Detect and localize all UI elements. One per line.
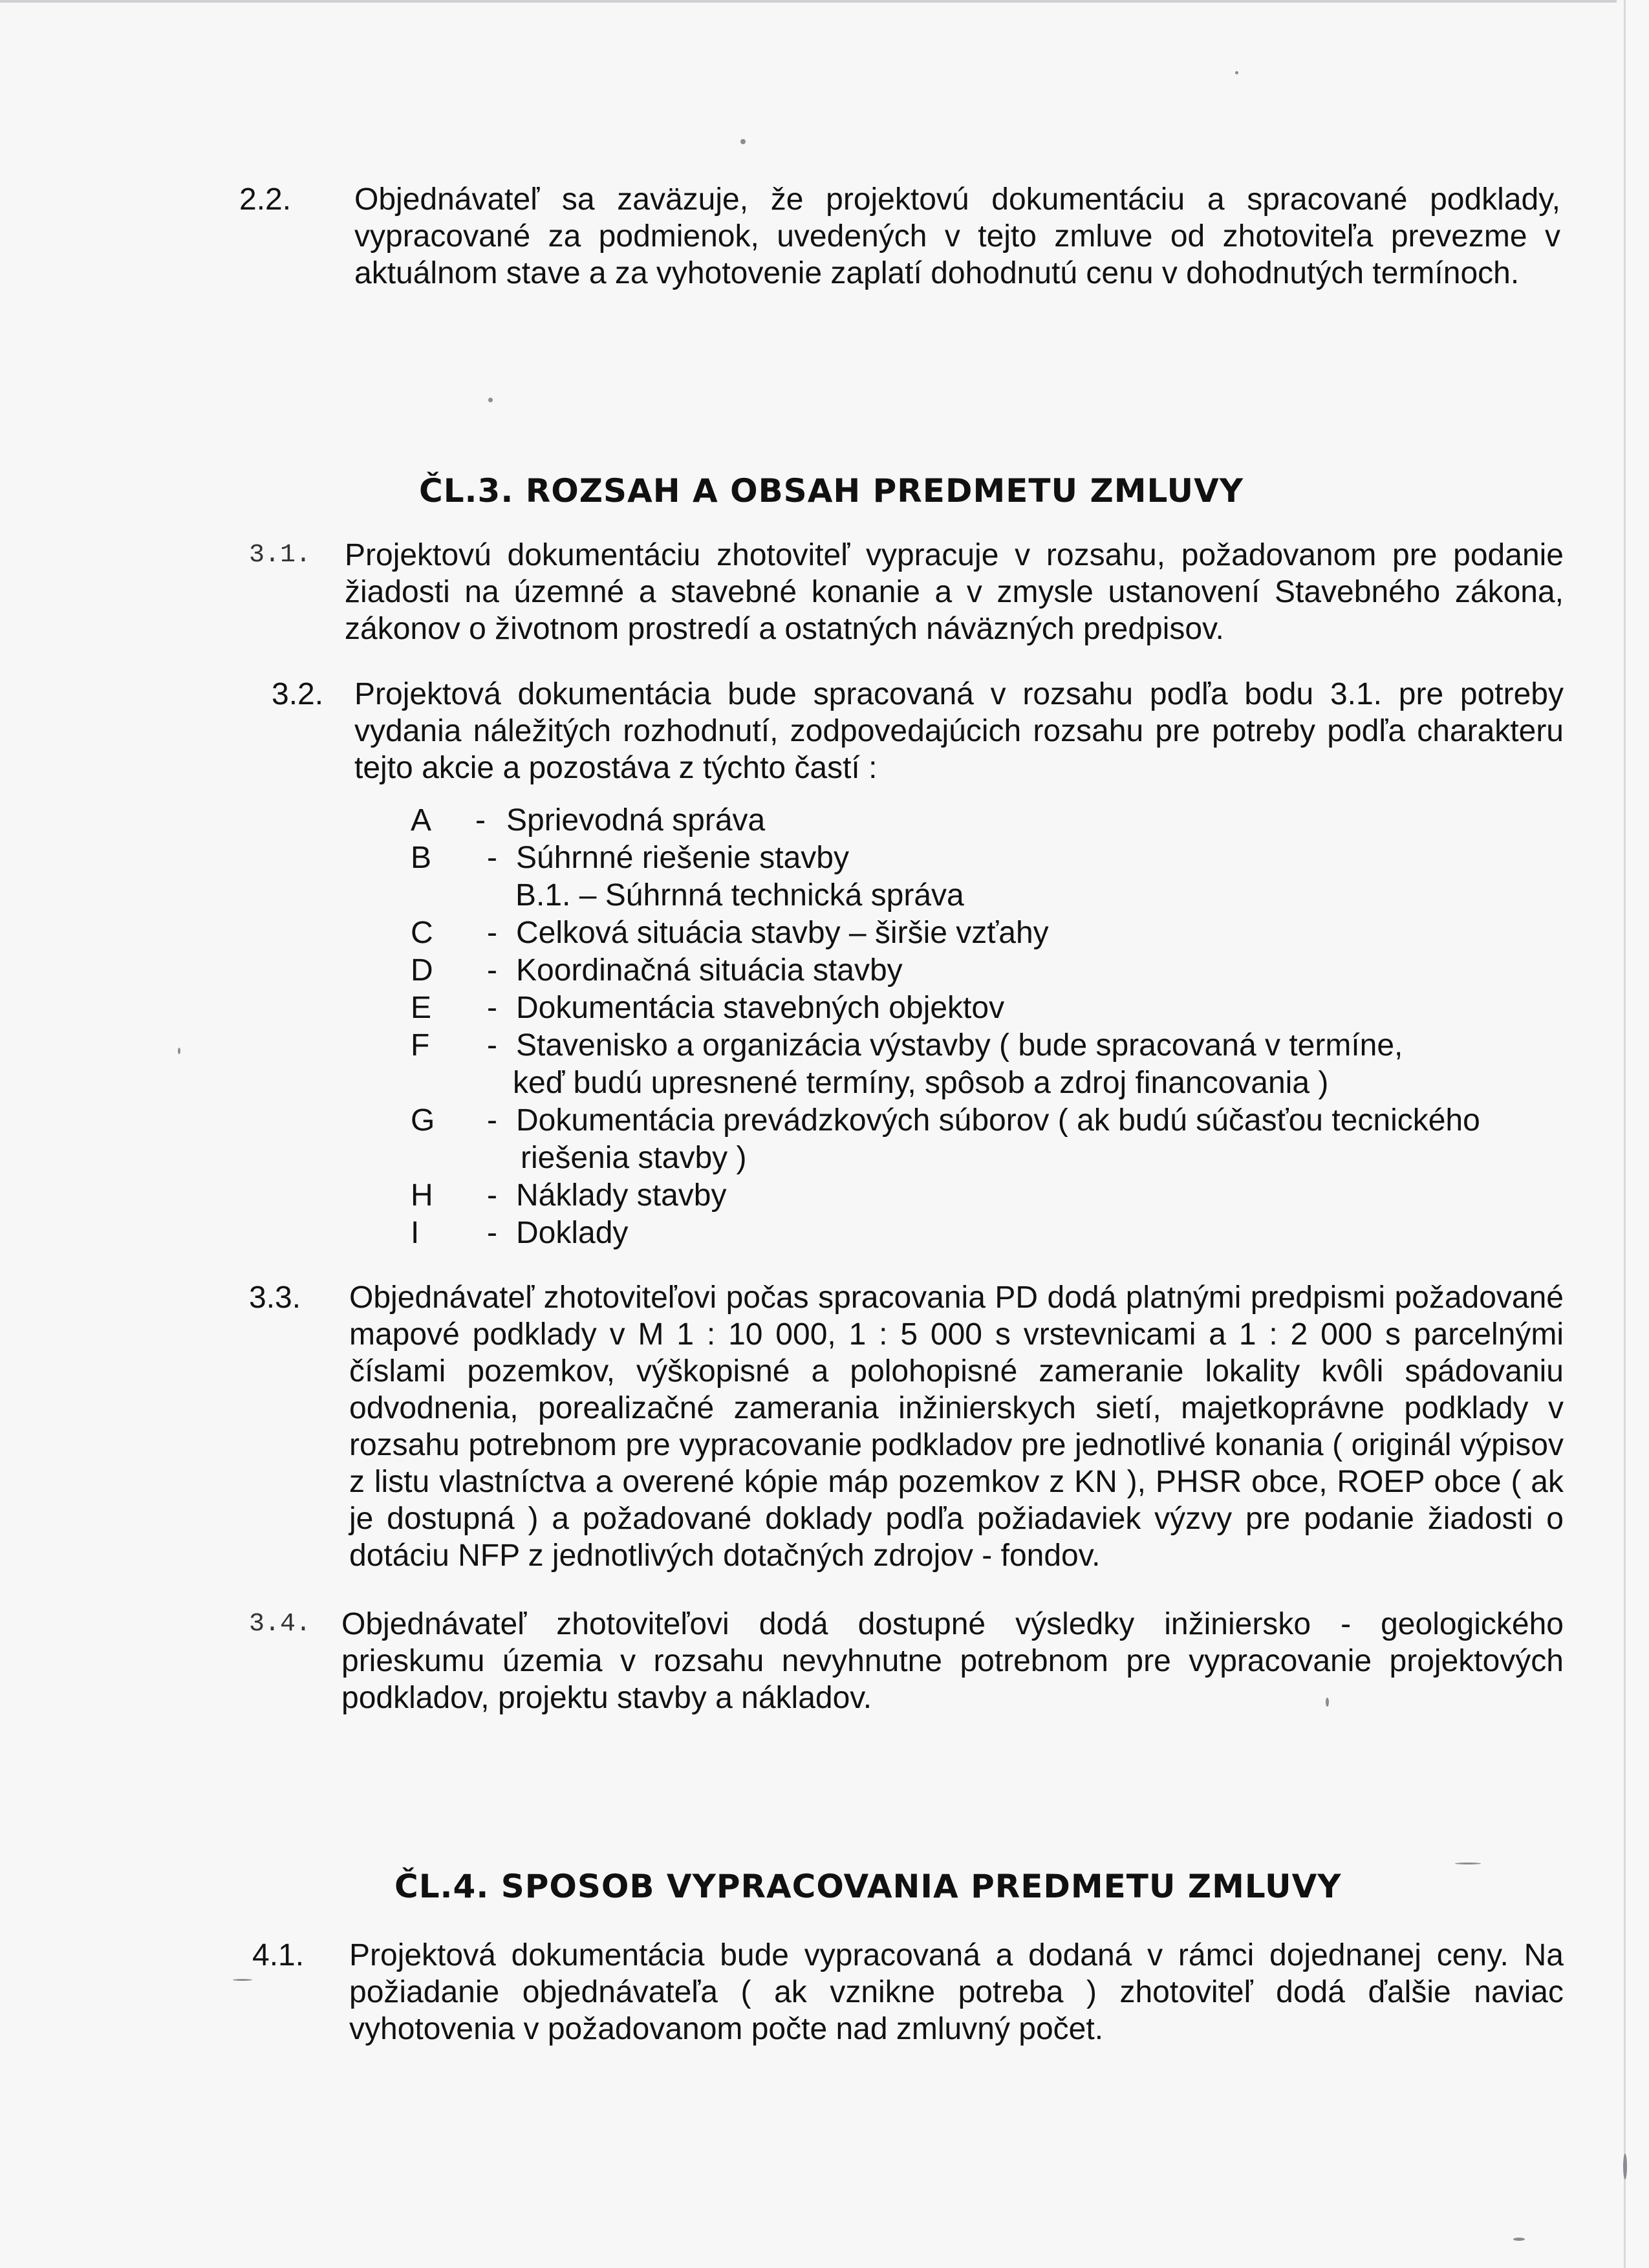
clause-number: 2.2. [239,182,292,217]
scan-speck [233,1979,252,1981]
section-heading-4: ČL.4. SPOSOB VYPRACOVANIA PREDMETU ZMLUVY [394,1868,1342,1905]
clause-text: Projektová dokumentácia bude spracovaná v rozsahu podľa bodu 3.1. pre potreby vydania náležitých rozhodnutí, zodpovedajúcich rozsahu pre potreby podľa charakteru tejto akcie a pozostáva z týchto častí : [354,677,1564,785]
scan-speck [740,139,746,144]
clause-number: 3.2. [272,677,324,711]
clause-3-2 [272,676,1565,792]
scan-speck [1235,71,1238,74]
clause-text: Projektovú dokumentáciu zhotoviteľ vypracuje v rozsahu, požadovanom pre podanie žiadosti na územné a stavebné konanie a v zmysle ustanovení Stavebného zákona, zákonov o životnom prostredí a ostatných náväzných predpisov. [345,538,1564,646]
section-heading-3: ČL.3. ROZSAH A OBSAH PREDMETU ZMLUVY [419,472,1244,510]
clause-number: 3.1. [249,541,312,570]
scan-speck [1326,1698,1329,1707]
scan-speck [178,1048,180,1054]
clause-3-4 [249,1606,1565,1722]
clause-3-1 [249,537,1565,653]
clause-number: 3.3. [249,1280,301,1315]
clause-text: Objednávateľ zhotoviteľovi počas spracovania PD dodá platnými predpismi požadované mapové podklady v M 1 : 10 000, 1 : 5 000 s vrstevnicami a 1 : 2 000 s parcelnými číslami pozemkov, výškopisné a polohopisné zameranie lokality kvôli spádovaniu odvodnenia, porealizačné zamerania inžinierskych sietí, majetkoprávne podklady v rozsahu potrebnom pre vypracovanie podkladov pre jednotlivé konania ( originál výpisov z listu vlastníctva a overené kópie máp pozemkov z KN ), PHSR obce, ROEP obce ( ak je dostupná ) a požadované doklady podľa požiadaviek výzvy pre podanie žiadosti o dotáciu NFP z jednotlivých dotačných zdrojov - fondov. [349,1280,1564,1573]
scan-speck [1513,2238,1525,2241]
clause-number: 3.4. [249,1610,312,1639]
document-page: 2.2. Objednávateľ sa zaväzuje, že projektovú dokumentáciu a spracované podklady, vypracované za podmienok, uvedených v tejto zmluve od zhotoviteľa prevezme v aktuálnom stave a za vyhotovenie zaplatí dohodnutú cenu v dohodnutých termínoch. ČL.3. ROZSAH A OBSAH PREDMETU ZMLUVY 3.1. Projektovú dokumentáciu zhotoviteľ vypracuje v rozsahu, požadovanom pre podanie žiadosti na územné a stavebné konanie a v zmysle ustanovení Stavebného zákona, zákonov o životnom prostredí a ostatných náväzných predpisov. 3.2. Projektová dokumentácia bude spracovaná v rozsahu podľa bodu 3.1. pre potreby vydania náležitých rozhodnutí, zodpovedajúcich rozsahu pre potreby podľa charakteru tejto akcie a pozostáva z týchto častí : A - Sprievodná správa B - Súhrnné riešenie stavby B.1. – Súhrnná technická správa C - Celková situácia stavby – širšie vzťahy D - Koordinačná situácia stavby E - Dokumentácia stavebných objektov F - Stavenisko a organizácia výstavby ( bude spracovaná v termíne, keď budú upresnené termíny, spôsob a zdroj financovania ) G - Dokumentácia prevádzkových súborov ( ak budú súčasťou tecnického riešenia stavby ) H - Náklady stavby I - Doklady 3.3. Objednávateľ zhotoviteľovi počas spracovania PD dodá platnými predpismi požadované mapové podklady v M 1 : 10 000, 1 : 5 000 s vrstevnicami a 1 : 2 000 s parcelnými číslami pozemkov, výškopisné a polohopisné zameranie lokality kvôli spádovaniu odvodnenia, porealizačné zamerania inžinierskych sietí, majetkoprávne podklady v rozsahu potrebnom pre vypracovanie podkladov pre jednotlivé konania ( originál výpisov z listu vlastníctva a overené kópie máp pozemkov z KN ), PHSR obce, ROEP obce ( ak je dostupná ) a požadované doklady podľa požiadaviek výzvy pre podanie žiadosti o dotáciu NFP z jednotlivých dotačných zdrojov - fondov. 3.4. Objednávateľ zhotoviteľovi dodá dostupné výsledky inžiniersko - geologického prieskumu územia v rozsahu nevyhnutne potrebnom pre vypracovanie projektových podkladov, projektu stavby a nákladov. ČL.4. SPOSOB VYPRACOVANIA PREDMETU ZMLUVY 4.1. Projektová dokumentácia bude vypracovaná a dodaná v rámci dojednanej ceny. Na požiadanie objednávateľa ( ak vznikne potreba ) zhotoviteľ dodá ďalšie naviac vyhotovenia v požadovanom počte nad zmluvný počet. [0,0,1649,2268]
scan-speck [1623,2154,1627,2179]
scan-speck [1455,1863,1481,1864]
clause-2-2 [239,181,1562,336]
clause-3-3 [249,1279,1565,1583]
clause-text: Projektová dokumentácia bude vypracovaná a dodaná v rámci dojednanej ceny. Na požiadanie objednávateľa ( ak vznikne potreba ) zhotoviteľ dodá ďalšie naviac vyhotovenia v požadovanom počte nad zmluvný počet. [349,1938,1564,2046]
scan-top-edge [0,0,1617,3]
scan-right-edge [1624,0,1626,2268]
clause-4-1 [252,1937,1565,2053]
clause-text: Objednávateľ zhotoviteľovi dodá dostupné výsledky inžiniersko - geologického prieskumu územia v rozsahu nevyhnutne potrebnom pre vypracovanie projektových podkladov, projektu stavby a nákladov. [341,1607,1564,1715]
clause-text: Objednávateľ sa zaväzuje, že projektovú dokumentáciu a spracované podklady, vypracované za podmienok, uvedených v tejto zmluve od zhotoviteľa prevezme v aktuálnom stave a za vyhotovenie zaplatí dohodnutú cenu v dohodnutých termínoch. [354,182,1560,290]
clause-number: 4.1. [252,1938,305,1972]
scan-speck [488,398,493,402]
